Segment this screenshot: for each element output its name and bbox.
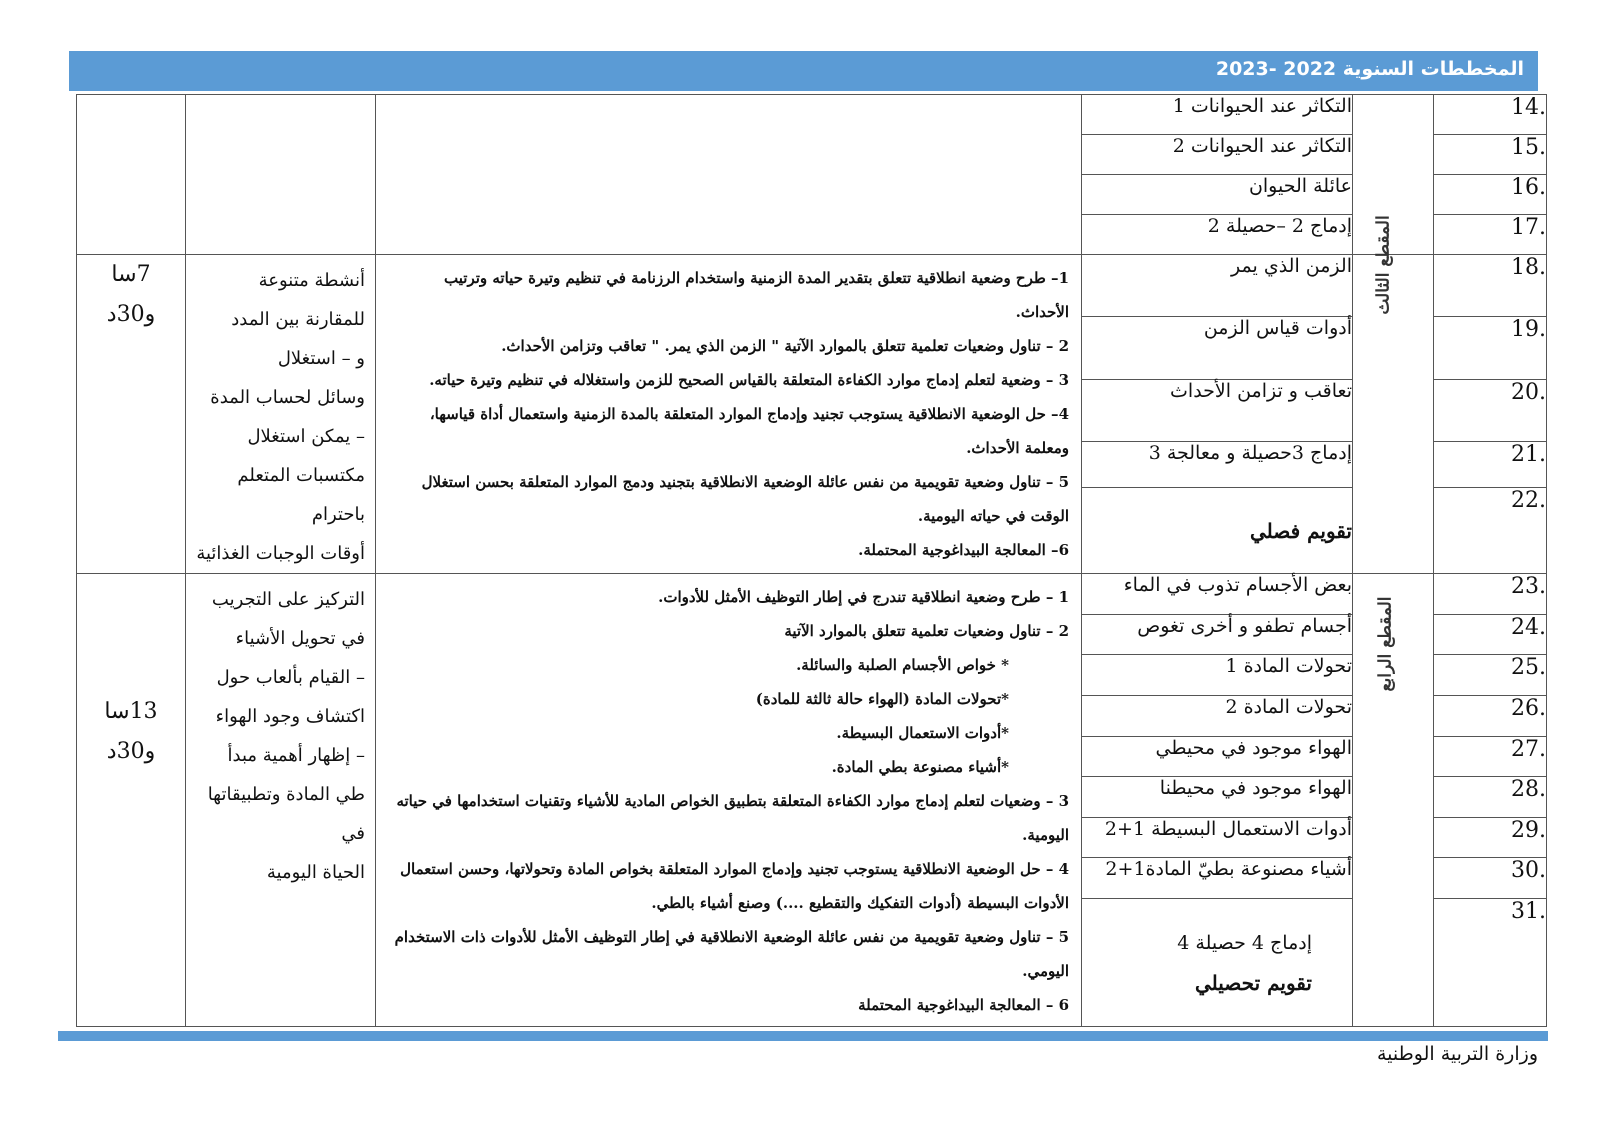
lesson-number: .28 [1434, 777, 1547, 818]
lesson-title: الزمن الذي يمر [1082, 255, 1353, 317]
step-text: 6– المعالجة البيداغوجية المحتملة. [858, 541, 1069, 559]
activity-text: مكتسبات المتعلم باحترام [237, 465, 365, 525]
lesson-title: أدوات الاستعمال البسيطة 1+2 [1082, 817, 1353, 858]
time-cell [77, 255, 186, 574]
activity-text: و – استغلال [277, 348, 365, 369]
table-row [77, 255, 1547, 317]
header-bar [69, 51, 1538, 91]
step-text: 2 – تناول وضعيات تعلمية تتعلق بالموارد الآتية [784, 622, 1069, 640]
lesson-title-cell [1082, 899, 1353, 1027]
table-row [77, 95, 1547, 135]
lesson-number: .16 [1434, 175, 1547, 215]
steps-cell [376, 255, 1082, 574]
time-minutes: و30د [106, 739, 156, 764]
footer-ministry: وزارة التربية الوطنية [1377, 1043, 1538, 1065]
activity-text: وسائل لحساب المدة [210, 387, 365, 408]
lesson-title: إدماج 2 –حصيلة 2 [1082, 215, 1353, 255]
step-text: 3 – وضعيات لتعلم إدماج موارد الكفاءة المتعلقة بتطبيق الخواص المادية للأشياء وتقنيات استخدامها في حياته اليومية. [396, 792, 1069, 844]
lesson-number: .15 [1434, 135, 1547, 175]
step-text: 5 – تناول وضعية تقويمية من نفس عائلة الوضعية الانطلاقية في إطار التوظيف الأمثل للأدوات ذات الاستخدام اليومي. [394, 928, 1069, 980]
activity-text: – القيام بألعاب حول [216, 667, 365, 688]
activity-text: الحياة اليومية [266, 862, 365, 883]
lesson-title: عائلة الحيوان [1082, 175, 1353, 215]
lesson-number: .23 [1434, 574, 1547, 615]
step-text: * خواص الأجسام الصلبة والسائلة. [796, 656, 1009, 674]
lesson-title: تعاقب و تزامن الأحداث [1082, 379, 1353, 441]
step-text: 4 – حل الوضعية الانطلاقية يستوجب تجنيد وإدماج الموارد المتعلقة بخواص المادة وتحولاتها، وحسن استعمال الأدوات البسيطة (أدوات التفكيك والتقطيع ....) وصنع أشياء بالطي. [400, 860, 1069, 912]
activity-text: التركيز على التجريب [211, 589, 365, 610]
steps-cell [376, 95, 1082, 255]
lesson-title: تحولات المادة 1 [1082, 655, 1353, 696]
lesson-number: .18 [1434, 255, 1547, 317]
step-text: 6 – المعالجة البيداغوجية المحتملة [858, 996, 1069, 1014]
steps-cell [376, 574, 1082, 1027]
lesson-number: .24 [1434, 614, 1547, 655]
step-text: 4– حل الوضعية الانطلاقية يستوجب تجنيد وإدماج الموارد المتعلقة بالمدة الزمنية واستعمال أداة قياسها، ومعلمة الأحداث. [429, 405, 1069, 457]
lesson-title: بعض الأجسام تذوب في الماء [1082, 574, 1353, 615]
lesson-number: .29 [1434, 817, 1547, 858]
time-hours: 13سا [104, 699, 158, 724]
lesson-title: أجسام تطفو و أخرى تغوص [1082, 614, 1353, 655]
activity-text: طي المادة وتطبيقاتها في [207, 784, 365, 844]
lesson-title: التكاثر عند الحيوانات 1 [1082, 95, 1353, 135]
section-label: المقطع الرابع [1375, 596, 1396, 692]
activity-text: اكتشاف وجود الهواء [215, 706, 365, 727]
lesson-number: .22 [1434, 488, 1547, 574]
step-text: 3 – وضعية لتعلم إدماج موارد الكفاءة المتعلقة بالقياس الصحيح للزمن واستغلاله في تنظيم وتيرة حياته. [429, 371, 1069, 389]
lesson-title: التكاثر عند الحيوانات 2 [1082, 135, 1353, 175]
activity-text: أنشطة متنوعة [258, 270, 365, 291]
lesson-number: .30 [1434, 858, 1547, 899]
footer-bar [58, 1031, 1548, 1041]
time-hours: 7سا [111, 262, 151, 287]
time-minutes: و30د [106, 302, 156, 327]
activity-text: – يمكن استغلال [247, 426, 365, 447]
lesson-title-bold: تقويم تحصيلي [1194, 970, 1312, 995]
step-text: *أدوات الاستعمال البسيطة. [836, 724, 1009, 742]
lesson-title: أشياء مصنوعة بطيّ المادة1+2 [1082, 858, 1353, 899]
activity-text: للمقارنة بين المدد [231, 309, 365, 330]
lesson-title: تحولات المادة 2 [1082, 695, 1353, 736]
section-label: المقطع الثالث [1373, 215, 1394, 315]
activities-cell [186, 574, 376, 1027]
activities-cell [186, 255, 376, 574]
step-text: 1 – طرح وضعية انطلاقية تندرج في إطار التوظيف الأمثل للأدوات. [658, 588, 1069, 606]
lesson-number: .20 [1434, 379, 1547, 441]
lesson-number: .27 [1434, 736, 1547, 777]
lesson-number: .26 [1434, 695, 1547, 736]
activity-text: في تحويل الأشياء [235, 628, 365, 649]
lesson-title: أدوات قياس الزمن [1082, 317, 1353, 379]
lesson-number: .25 [1434, 655, 1547, 696]
lesson-title: إدماج 3حصيلة و معالجة 3 [1082, 442, 1353, 488]
section-cell [1353, 574, 1434, 1027]
section-cell [1353, 215, 1434, 574]
lesson-number: .19 [1434, 317, 1547, 379]
lesson-number: .31 [1434, 899, 1547, 1027]
lesson-number: .14 [1434, 95, 1547, 135]
lesson-number: .17 [1434, 215, 1547, 255]
lesson-title: إدماج 4 حصيلة 4 [1177, 931, 1312, 954]
step-text: 2 – تناول وضعيات تعلمية تتعلق بالموارد الآتية " الزمن الذي يمر. " تعاقب وتزامن الأحداث. [501, 337, 1069, 355]
step-text: 5 – تناول وضعية تقويمية من نفس عائلة الوضعية الانطلاقية بتجنيد ودمج الموارد المتعلقة بحسن استغلال الوقت في حياته اليومية. [421, 473, 1069, 525]
activity-text: – إظهار أهمية مبدأ [227, 745, 365, 766]
step-text: 1– طرح وضعية انطلاقية تتعلق بتقدير المدة الزمنية واستخدام الرزنامة في تنظيم وتيرة حياته وترتيب الأحداث. [444, 269, 1069, 321]
lesson-title: الهواء موجود في محيطي [1082, 736, 1353, 777]
lesson-title: الهواء موجود في محيطنا [1082, 777, 1353, 818]
header-title: المخططات السنوية 2022 -2023 [1215, 58, 1524, 80]
table-row [77, 574, 1547, 615]
annual-plan-table [76, 94, 1547, 1027]
lesson-title: تقويم فصلي [1082, 488, 1353, 574]
time-cell [77, 574, 186, 1027]
activity-text: أوقات الوجبات الغذائية [196, 543, 365, 564]
step-text: *أشياء مصنوعة بطي المادة. [831, 758, 1009, 776]
activities-cell [186, 95, 376, 255]
step-text: *تحولات المادة (الهواء حالة ثالثة للمادة) [755, 690, 1009, 708]
lesson-number: .21 [1434, 442, 1547, 488]
time-cell [77, 95, 186, 255]
